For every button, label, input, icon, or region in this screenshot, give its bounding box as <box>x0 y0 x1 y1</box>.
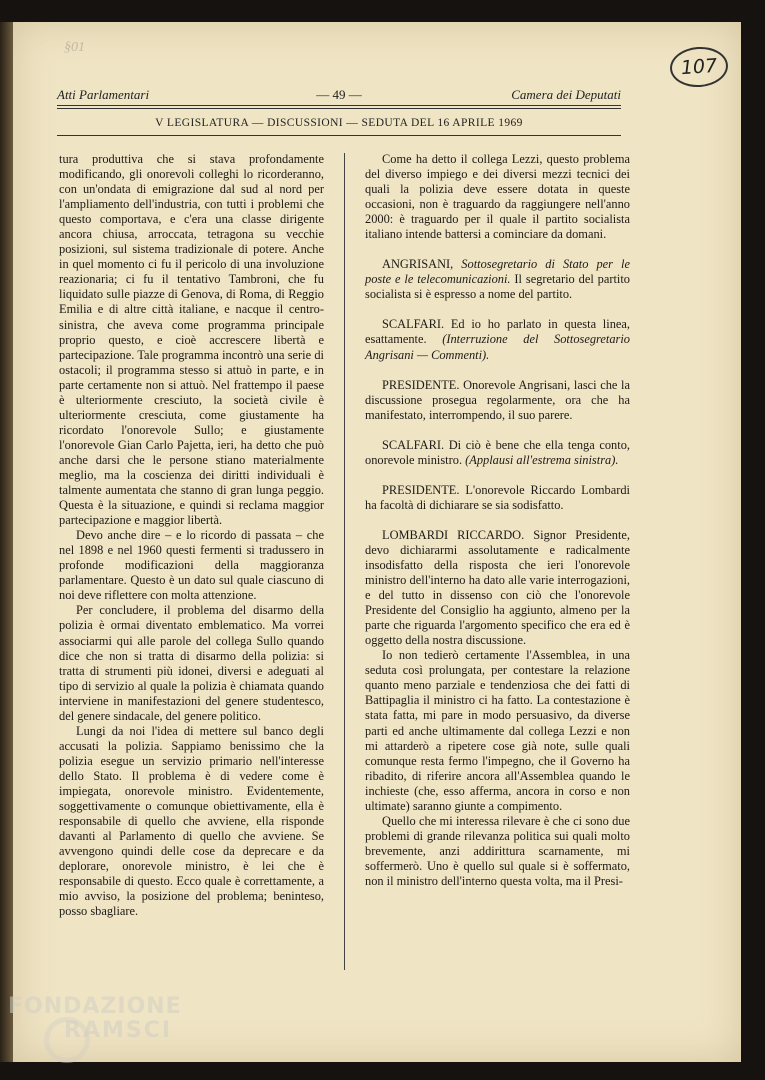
speech-presidente <box>365 378 630 423</box>
header-right-title: Camera dei Deputati <box>511 87 621 102</box>
watermark-logo-icon <box>44 1017 90 1063</box>
left-column <box>59 152 324 919</box>
speech-text: Di ciò è bene che ella tenga conto, onorevole ministro. <box>365 437 630 467</box>
archive-watermark <box>8 995 208 1043</box>
page-number-stamp: 107 <box>669 45 730 89</box>
paragraph: Lungi da noi l'idea di mettere sul banco degli accusati la polizia. Sappiamo benissimo che la polizia esegue un servizio primario nell'interesse dello Stato. Il problema è di vedere come è impiegata, onorevole ministro. Evidentemente, soggettivamente o comunque obiettivamente, ella è responsabile di quello che avviene, ella risponde davanti al Parlamento di quello che avviene. Se avvengono quindi delle cose da deprecare e da deplorare, onorevole ministro, è lei che è responsabile di questo. Ecco quale è correttamente, a mio avviso, la posizione del problema; beninteso, posso sbagliare. <box>59 723 324 919</box>
right-column <box>365 152 630 889</box>
column-separator <box>344 153 345 970</box>
stage-note: (Interruzione del Sottosegretario Angrisani — Commenti). <box>365 332 630 362</box>
speaker-name: PRESIDENTE. <box>382 482 460 497</box>
running-header <box>57 87 621 103</box>
paragraph: Quello che mi interessa rilevare è che ci sono due problemi di grande rilevanza politica sui quali molto brevemente, anzi addirittura scarnamente, mi soffermerò. Uno è quello sul quale si è soffermato, non il ministro dell'interno questa volta, ma il Presi- <box>365 813 630 888</box>
speaker-name: PRESIDENTE. <box>382 377 460 392</box>
watermark-line-2: RAMSCI <box>64 1018 173 1043</box>
book-binding-edge <box>0 22 13 1062</box>
paragraph: Per concludere, il problema del disarmo della polizia è ormai diventato emblematico. Ma vorrei associarmi qui alle parole del collega Sullo quando dice che non si tratta di disarmo della polizia: si tratta di strumenti più idonei, diversi e adeguati al tipo di servizio al quale la polizia è chiamata quando interviene in manifestazioni del genere studentesco, del genere sindacale, del genere politico. <box>59 603 324 723</box>
header-left-title: Atti Parlamentari <box>57 87 150 102</box>
speech-text: L'onorevole Riccardo Lombardi ha facoltà di dichiarare se sia sodisfatto. <box>365 482 630 512</box>
paragraph: Io non tedierò certamente l'Assemblea, in una seduta così prolungata, per contestare la relazione quanto meno parziale e tendenziosa che dei fatti di Battipaglia il ministro ci ha fatto. La contestazione è stata fatta, mi pare in modo persuasivo, da diverse parti ed anche ultimamente dal collega Lezzi e non mi attarderò a ripetere cose già note, sulle quali comunque resta fermo l'impegno, che il Governo ha ribadito, di riferire ancora all'Assemblea quando le inchieste (che, esso afferma, ancora in corso e non ultimate) saranno giunte a compimento. <box>365 648 630 813</box>
speech-scalfari <box>365 438 630 468</box>
session-subheader: V LEGISLATURA — DISCUSSIONI — SEDUTA DEL 16 APRILE 1969 <box>155 117 523 129</box>
stage-note: (Applausi all'estrema sinistra). <box>465 452 619 467</box>
header-page-number: — 49 — <box>316 87 362 102</box>
header-rule-top <box>57 105 621 106</box>
speech-angrisani <box>365 257 630 302</box>
paragraph: Devo anche dire – e lo ricordo di passata – che nel 1898 e nel 1960 questi fermenti si tradussero in profonde modificazioni della maggioranza parlamentare. Questo è un dato sul quale ciascuno di noi deve riflettere con molta attenzione. <box>59 528 324 603</box>
subheader-rule <box>57 135 621 136</box>
faint-pencil-mark: §01 <box>64 40 85 55</box>
speech-text: Onorevole Angrisani, lasci che la discussione prosegua regolarmente, ora che ha manifestato, interrompendo, il suo parere. <box>365 377 630 422</box>
speaker-role: Sottosegretario di Stato per le poste e le telecomunicazioni. <box>365 257 630 287</box>
speaker-name: LOMBARDI RICCARDO. <box>382 527 525 542</box>
speech-text: Il segretario del partito socialista si è espresso a nome del partito. <box>365 272 630 302</box>
paragraph: tura produttiva che si stava profondamente modificando, gli onorevoli colleghi lo ricorderanno, con un'ondata di emigrazione dal sud al nord per l'ampliamento dell'industria, con tutti i problemi che questo comportava, e c'era una classe dirigente ancora chiusa, arroccata, tetragona su vecchie posizioni, sul sistema tradizionale di potere. Anche in quel momento ci fu il pericolo di una involuzione reazionaria; ci fu il tentativo Tambroni, che fu liquidato sulle piazze di Genova, di Roma, di Reggio Emilia e di altre città italiane, e nacque il centro-sinistra, che aveva come programma principale proprio questo, e cioè accrescere libertà e partecipazione. Tale programma incontrò una serie di ostacoli; il programma stesso si attuò in parte, e in parte certamente non si attuò. Nel frattempo il paese è ulteriormente cresciuto, la società civile è ulteriormente cresciuta, come giustamente ha ricordato l'onorevole Sullo; e giustamente l'onorevole Gian Carlo Pajetta, ieri, ha detto che può anche darsi che le persone stiano materialmente meglio, ma la coscienza dei diritti individuali è talmente aumentata che stanno di gran lunga peggio. Questa è la situazione, e quindi si reclama maggior partecipazione e maggior libertà. <box>59 152 324 528</box>
speech-text: Signor Presidente, devo dichiararmi assolutamente e radicalmente insodisfatto della risposta che ieri l'onorevole ministro dell'interno ha dato alle varie interrogazioni, e del tutto in dissenso con ciò che l'onorevole Presidente del Consiglio ha aggiunto, almeno per la parte che riguarda l'argomento specifico che era ed è oggetto della nostra discussione. <box>365 527 630 648</box>
header-rule-bottom <box>57 108 621 109</box>
speaker-name: SCALFARI. <box>382 317 445 332</box>
speech-text: Ed io ho parlato in questa linea, esattamente. <box>365 317 630 347</box>
speaker-name: SCALFARI. <box>382 437 445 452</box>
speaker-name: ANGRISANI, <box>382 257 454 272</box>
watermark-line-1: FONDAZIONE <box>8 994 182 1019</box>
speech-presidente <box>365 483 630 513</box>
speech-lombardi <box>365 528 630 648</box>
paragraph: Come ha detto il collega Lezzi, questo problema del diverso impiego e dei diversi mezzi tecnici dei quali la polizia deve essere dotata in queste occasioni, non è traguardo da raggiungere nell'anno 2000: è traguardo per il quale il partito socialista italiano intende battersi a cominciare da domani. <box>365 152 630 242</box>
speech-scalfari <box>365 317 630 362</box>
